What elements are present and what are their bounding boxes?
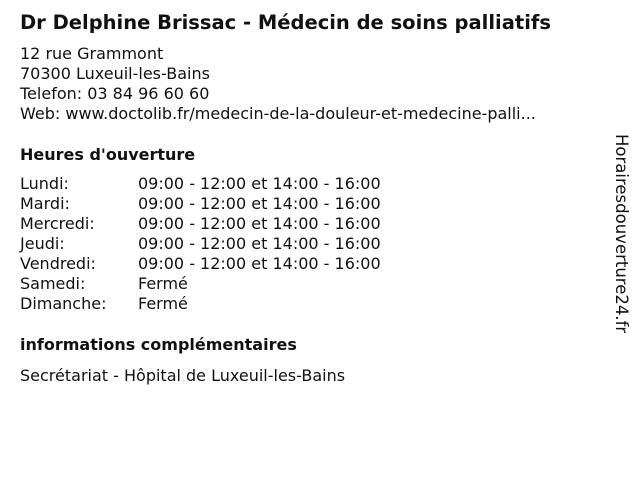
hours-row-thursday xyxy=(20,234,440,254)
hours-row-saturday xyxy=(20,274,440,294)
hours-value: 09:00 - 12:00 et 14:00 - 16:00 xyxy=(138,214,381,233)
hours-value: 09:00 - 12:00 et 14:00 - 16:00 xyxy=(138,254,381,273)
hours-value: Fermé xyxy=(138,294,188,313)
day-label: Mardi: xyxy=(20,194,70,213)
page-title: Dr Delphine Brissac - Médecin de soins palliatifs xyxy=(20,11,551,34)
phone-number: Telefon: 03 84 96 60 60 xyxy=(20,84,210,103)
website-link[interactable]: Web: www.doctolib.fr/medecin-de-la-douleur-et-medecine-palli... xyxy=(20,104,536,123)
day-label: Mercredi: xyxy=(20,214,95,233)
hours-row-wednesday xyxy=(20,214,440,234)
day-label: Lundi: xyxy=(20,174,69,193)
day-label: Jeudi: xyxy=(20,234,65,253)
hours-value: 09:00 - 12:00 et 14:00 - 16:00 xyxy=(138,194,381,213)
info-heading: informations complémentaires xyxy=(20,335,297,354)
hours-heading: Heures d'ouverture xyxy=(20,145,196,164)
hours-row-sunday xyxy=(20,294,440,314)
hours-table xyxy=(20,174,440,314)
hours-value: Fermé xyxy=(138,274,188,293)
day-label: Vendredi: xyxy=(20,254,96,273)
hours-value: 09:00 - 12:00 et 14:00 - 16:00 xyxy=(138,234,381,253)
hours-row-monday xyxy=(20,174,440,194)
watermark xyxy=(612,134,632,364)
address-block xyxy=(20,44,536,124)
hours-row-friday xyxy=(20,254,440,274)
hours-row-tuesday xyxy=(20,194,440,214)
day-label: Samedi: xyxy=(20,274,86,293)
city-address: 70300 Luxeuil-les-Bains xyxy=(20,64,210,83)
street-address: 12 rue Grammont xyxy=(20,44,164,63)
watermark-text: Horairesdouverture24.fr xyxy=(612,134,631,334)
hours-value: 09:00 - 12:00 et 14:00 - 16:00 xyxy=(138,174,381,193)
day-label: Dimanche: xyxy=(20,294,107,313)
info-text: Secrétariat - Hôpital de Luxeuil-les-Bains xyxy=(20,366,346,385)
